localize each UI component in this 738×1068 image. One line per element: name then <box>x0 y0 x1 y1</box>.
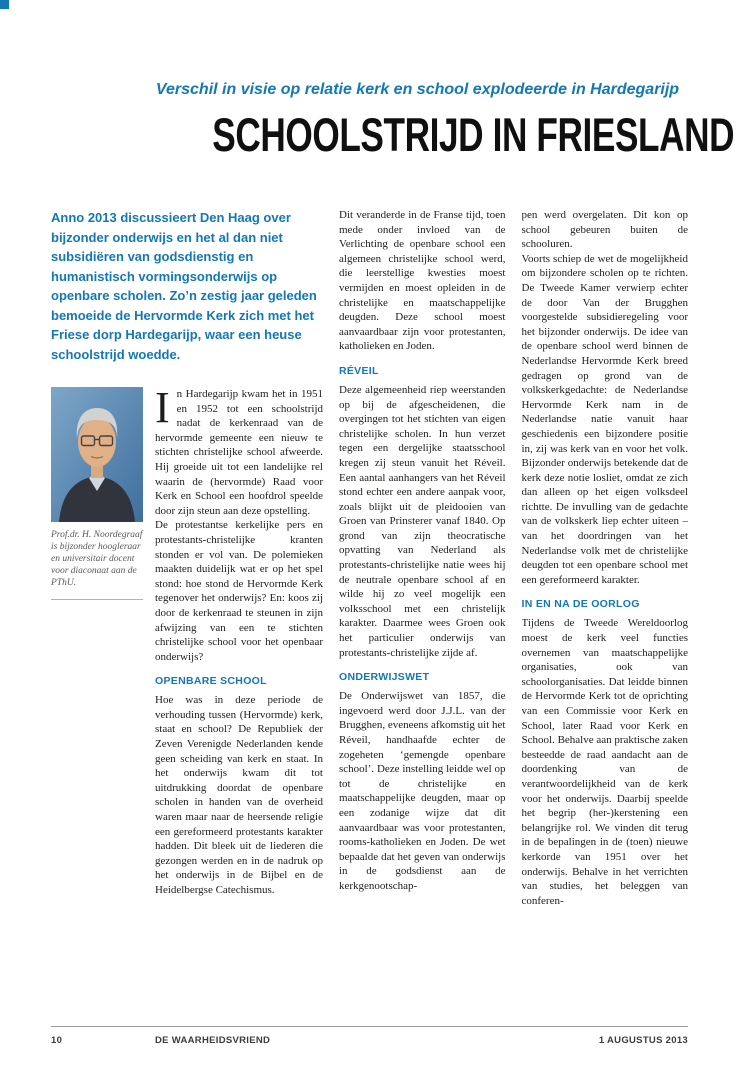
paragraph: Deze algemeenheid riep weerstanden op bij de afgescheidenen, die overgingen tot het stichten van eigen christelijke scholen. In hun verzet tegen een dergelijke staatsschool kregen zij steun vanuit het Réveil. Een aantal aanhangers van het Réveil stond echter een andere aanpak voor, zoals blijkt uit de pleidooien van Groen van Prinsterer vanaf 1840. Op grond van zijn theocratische opvatting van Nederland als protestants-christelijke natie wees hij de neutrale openbare school af en wilde hij zo veel mogelijk een volksschool met een christelijk karakter. Daarmee wees Groen ook het particulier onderwijs van protestants-christelijke zijde af. <box>339 383 506 659</box>
page-content <box>51 0 735 990</box>
paragraph: De protestantse kerkelijke pers en protestants-christelijke kranten stonden er vol van. De polemieken maakten duidelijk wat er op het spel stond: hoe stond de Hervormde Kerk tegenover het onderwijs? En: koos zij door de kerkenraad te steunen in zijn afwijzing van een te stichten christelijke school voor het openbaar onderwijs? <box>155 519 323 663</box>
paragraph: Hoe was in deze periode de verhouding tussen (Hervormde) kerk, staat en school? De Republiek der Zeven Verenigde Nederlanden kende geen scheiding van kerk en staat. In het onderwijs kwam dit tot uitdrukking doordat de openbare scholen in handen van de overheid waren maar naar de heersende religie een gereformeerd protestants karakter hadden. Dit bleek uit de liederen die gezongen werden en in de nadruk op het onderwijs in de Bijbel en de Heidelbergse Catechismus. <box>155 694 323 896</box>
text-column-1 <box>155 387 323 990</box>
photo-and-first-column <box>51 387 323 990</box>
article-title: SCHOOLSTRIJD IN FRIESLAND <box>212 109 735 162</box>
article-intro: Anno 2013 discussieert Den Haag over bijzonder onderwijs en het al dan niet subsidiëren van godsdienstig en humanistisch vormingsonderwijs op openbare scholen. Zo’n zestig jaar geleden bemoeide de Hervormde Kerk zich met het Friese dorp Hardegarijp, waar een heuse schoolstrijd woedde. <box>51 210 317 362</box>
page-number: 10 <box>51 1035 63 1046</box>
paragraph <box>155 387 323 518</box>
page-footer <box>51 1026 688 1046</box>
section-heading-openbare-school: OPENBARE SCHOOL <box>155 675 267 688</box>
left-column-group <box>51 208 323 990</box>
paragraph: pen werd overgelaten. Dit kon op school gebeuren buiten de schooluren. <box>521 209 688 251</box>
text-column-3 <box>522 208 689 990</box>
footer-row <box>51 1035 688 1046</box>
section-heading-reveil: RÉVEIL <box>339 364 379 377</box>
portrait-photo <box>51 387 143 522</box>
text-column-2 <box>339 208 506 990</box>
issue-date: 1 AUGUSTUS 2013 <box>598 1035 688 1046</box>
article-header <box>147 80 735 162</box>
paragraph: De Onderwijswet van 1857, die ingevoerd werd door J.J.L. van der Brugghen, eveneens afkomstig uit het Réveil, handhaafde echter de zogeheten ‘gemengde openbare school’. Deze instelling leidde wel op tot de christelijke en maatschappelijke deugden, maar op een zodanige wijze dat dit aanvaardbaar was voor protestanten, rooms-katholieken en Joden. De wet bepaalde dat het geven van onderwijs in de godsdienst aan de kerkgenootschap- <box>339 690 506 892</box>
author-photo-block <box>51 387 143 990</box>
portrait-illustration <box>51 387 143 522</box>
publication-name: DE WAARHEIDSVRIEND <box>155 1035 271 1046</box>
corner-mark <box>0 0 9 9</box>
footer-rule <box>51 1026 688 1027</box>
section-heading-onderwijswet: ONDERWIJSWET <box>339 671 430 684</box>
paragraph: Dit veranderde in de Franse tijd, toen mede onder invloed van de Verlichting de openbare school een algemeen christelijke school werd, die leerstellige kwesties moest vermijden en moest opleiden in de christelijke en maatschappelijke deugden. Deze school moest aanvaardbaar zijn voor protestanten, katholieken en Joden. <box>339 209 506 353</box>
section-heading-in-en-na-de-oorlog: IN EN NA DE OORLOG <box>521 598 640 611</box>
dropcap: I <box>155 387 170 432</box>
article-kicker: Verschil in visie op relatie kerk en school explodeerde in Hardegarijp <box>155 81 680 98</box>
paragraph-text: n Hardegarijp kwam het in 1951 en 1952 tot een schoolstrijd nadat de kerkenraad van de hervormde gemeente een nieuw te stichten christelijke school afweerde. Hij groeide uit tot een landelijke rel waarin de (hervormde) Raad voor Kerk en School een hoofdrol speelde door zijn steun aan deze opstelling. <box>155 388 323 517</box>
article-title-wrap <box>147 109 735 162</box>
article-body <box>51 208 688 990</box>
photo-caption: Prof.dr. H. Noordegraaf is bijzonder hoogleraar en universitair docent voor diaconaat aan de PThU. <box>51 530 143 588</box>
paragraph: Voorts schiep de wet de mogelijkheid om bijzondere scholen op te richten. De Tweede Kamer verwierp echter de door Van der Brugghen voorgestelde subsidieregeling voor het bijzonder onderwijs. De idee van de openbare school werd binnen de Nederlandse Hervormde Kerk breed gedragen op grond van de volkskerkgedachte: de Nederlandse Hervormde Kerk nam in de Nederlandse natie vanuit haar geschiedenis een bijzondere positie in, zij was kerk van en voor het volk. Bijzonder onderwijs betekende dat de kerk deze notie losliet, omdat ze zich dan alleen op het eigen volksdeel richtte. De invulling van de gedachte van de volkskerk liep echter uiteen – van het doordringen van het Nederlandse volk met de christelijke deugden tot een openbare school met een gereformeerd karakter. <box>521 252 688 586</box>
paragraph: Tijdens de Tweede Wereldoorlog moest de kerk veel functies overnemen van maatschappelijke organisaties, ook van schoolorganisaties. Dat leidde binnen de Hervormde Kerk tot de oprichting van een Commissie voor Kerk en School, later Raad voor Kerk en School. Behalve aan praktische zaken besteedde de raad aandacht aan de doordenking van de verantwoordelijkheid van de kerk voor het onderwijs. Daarbij speelde het begrip (her-)kerstening een belangrijke rol. We vinden dit terug in de bepalingen in de (toen) nieuwe kerkorde van 1951 over het onderwijs. Behalve in het verrichten van studies, het beleggen van conferen- <box>521 617 688 907</box>
caption-divider <box>51 599 143 600</box>
